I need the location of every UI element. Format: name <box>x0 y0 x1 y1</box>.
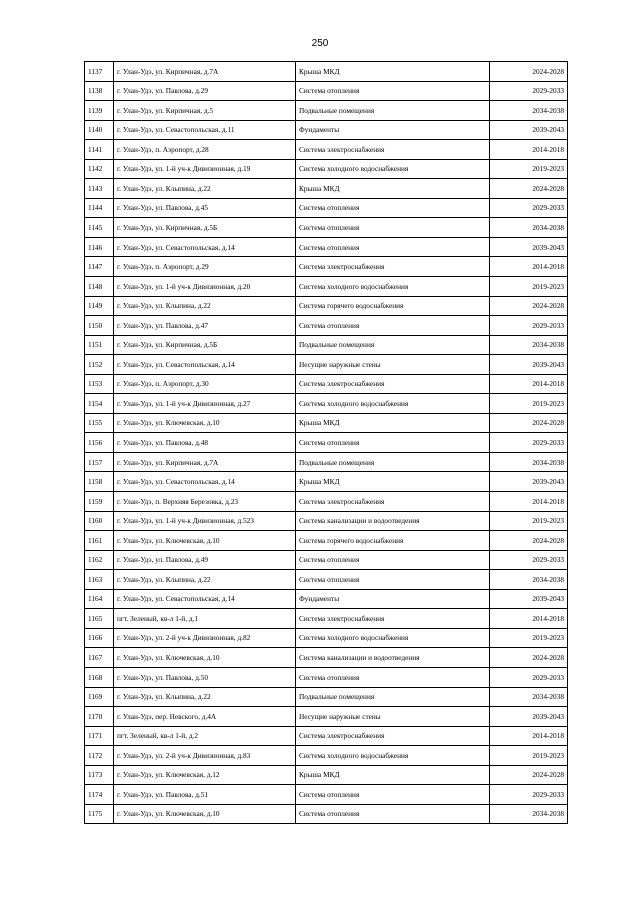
table-row <box>85 218 568 238</box>
row-number-cell: 1162 <box>85 550 114 570</box>
structural-element-cell: Подвальные помещения <box>296 452 490 472</box>
structural-element-cell: Подвальные помещения <box>296 101 490 121</box>
repair-period-cell: 2034-2038 <box>490 452 568 472</box>
address-cell: г. Улан-Удэ, ул. Павлова, д.29 <box>114 81 296 101</box>
repair-period-cell: 2039-2043 <box>490 472 568 492</box>
address-cell: г. Улан-Удэ, ул. Кирпичная, д.5Б <box>114 218 296 238</box>
table-row <box>85 531 568 551</box>
structural-element-cell: Система отопления <box>296 570 490 590</box>
address-cell: г. Улан-Удэ, ул. Павлова, д.51 <box>114 785 296 805</box>
address-cell: г. Улан-Удэ, ул. Павлова, д.45 <box>114 198 296 218</box>
address-cell: пгт. Зеленый, кв-л 1-й, д.2 <box>114 726 296 746</box>
address-cell: г. Улан-Удэ, п. Аэропорт, д.28 <box>114 140 296 160</box>
address-cell: г. Улан-Удэ, ул. Павлова, д.49 <box>114 550 296 570</box>
structural-element-cell: Крыша МКД <box>296 413 490 433</box>
row-number-cell: 1137 <box>85 62 114 82</box>
structural-element-cell: Система холодного водоснабжения <box>296 394 490 414</box>
repair-period-cell: 2029-2033 <box>490 81 568 101</box>
table-row <box>85 785 568 805</box>
structural-element-cell: Система горячего водоснабжения <box>296 296 490 316</box>
repair-period-cell: 2034-2038 <box>490 335 568 355</box>
structural-element-cell: Система холодного водоснабжения <box>296 277 490 297</box>
repair-period-cell: 2029-2033 <box>490 316 568 336</box>
address-cell: г. Улан-Удэ, ул. Клыпина, д.22 <box>114 296 296 316</box>
table-row <box>85 179 568 199</box>
table-row <box>85 648 568 668</box>
structural-element-cell: Система канализации и водоотведения <box>296 648 490 668</box>
address-cell: г. Улан-Удэ, ул. Кирпичная, д.5Б <box>114 335 296 355</box>
table-row <box>85 374 568 394</box>
address-cell: г. Улан-Удэ, ул. Павлова, д.50 <box>114 667 296 687</box>
table-row <box>85 120 568 140</box>
registry-table-body <box>85 62 568 824</box>
structural-element-cell: Система холодного водоснабжения <box>296 746 490 766</box>
table-row <box>85 707 568 727</box>
repair-period-cell: 2024-2028 <box>490 179 568 199</box>
row-number-cell: 1144 <box>85 198 114 218</box>
row-number-cell: 1163 <box>85 570 114 590</box>
repair-period-cell: 2019-2023 <box>490 628 568 648</box>
address-cell: г. Улан-Удэ, п. Аэропорт, д.30 <box>114 374 296 394</box>
repair-period-cell: 2014-2018 <box>490 374 568 394</box>
structural-element-cell: Система отопления <box>296 550 490 570</box>
row-number-cell: 1167 <box>85 648 114 668</box>
row-number-cell: 1170 <box>85 707 114 727</box>
row-number-cell: 1171 <box>85 726 114 746</box>
row-number-cell: 1141 <box>85 140 114 160</box>
repair-period-cell: 2034-2038 <box>490 687 568 707</box>
repair-period-cell: 2024-2028 <box>490 62 568 82</box>
repair-period-cell: 2024-2028 <box>490 765 568 785</box>
row-number-cell: 1160 <box>85 511 114 531</box>
address-cell: г. Улан-Удэ, ул. Кирпичная, д.7А <box>114 62 296 82</box>
structural-element-cell: Система отопления <box>296 785 490 805</box>
address-cell: г. Улан-Удэ, ул. Павлова, д.47 <box>114 316 296 336</box>
row-number-cell: 1158 <box>85 472 114 492</box>
table-row <box>85 570 568 590</box>
structural-element-cell: Система отопления <box>296 198 490 218</box>
address-cell: г. Улан-Удэ, п. Верхняя Березовка, д.23 <box>114 492 296 512</box>
table-row <box>85 726 568 746</box>
row-number-cell: 1151 <box>85 335 114 355</box>
row-number-cell: 1143 <box>85 179 114 199</box>
table-row <box>85 413 568 433</box>
repair-period-cell: 2029-2033 <box>490 198 568 218</box>
structural-element-cell: Система электроснабжения <box>296 257 490 277</box>
structural-element-cell: Крыша МКД <box>296 472 490 492</box>
row-number-cell: 1173 <box>85 765 114 785</box>
repair-period-cell: 2039-2043 <box>490 120 568 140</box>
table-row <box>85 687 568 707</box>
repair-period-cell: 2029-2033 <box>490 550 568 570</box>
address-cell: г. Улан-Удэ, ул. 2-й уч-к Дивизионная, д.82 <box>114 628 296 648</box>
row-number-cell: 1169 <box>85 687 114 707</box>
row-number-cell: 1159 <box>85 492 114 512</box>
row-number-cell: 1161 <box>85 531 114 551</box>
table-row <box>85 511 568 531</box>
table-row <box>85 62 568 82</box>
table-row <box>85 667 568 687</box>
structural-element-cell: Система холодного водоснабжения <box>296 628 490 648</box>
structural-element-cell: Несущие наружные стены <box>296 355 490 375</box>
table-row <box>85 277 568 297</box>
row-number-cell: 1140 <box>85 120 114 140</box>
repair-period-cell: 2039-2043 <box>490 237 568 257</box>
table-row <box>85 589 568 609</box>
structural-element-cell: Система отопления <box>296 804 490 824</box>
address-cell: г. Улан-Удэ, ул. 2-й уч-к Дивизионная, д.83 <box>114 746 296 766</box>
structural-element-cell: Крыша МКД <box>296 765 490 785</box>
row-number-cell: 1168 <box>85 667 114 687</box>
address-cell: г. Улан-Удэ, ул. 1-й уч-к Дивизионная, д.523 <box>114 511 296 531</box>
address-cell: г. Улан-Удэ, ул. Ключевская, д.10 <box>114 413 296 433</box>
repair-period-cell: 2019-2023 <box>490 511 568 531</box>
structural-element-cell: Несущие наружные стены <box>296 707 490 727</box>
row-number-cell: 1155 <box>85 413 114 433</box>
repair-period-cell: 2034-2038 <box>490 218 568 238</box>
table-row <box>85 433 568 453</box>
row-number-cell: 1148 <box>85 277 114 297</box>
table-row <box>85 452 568 472</box>
table-row <box>85 335 568 355</box>
row-number-cell: 1174 <box>85 785 114 805</box>
row-number-cell: 1164 <box>85 589 114 609</box>
table-row <box>85 550 568 570</box>
row-number-cell: 1146 <box>85 237 114 257</box>
table-row <box>85 492 568 512</box>
repair-period-cell: 2019-2023 <box>490 159 568 179</box>
structural-element-cell: Система отопления <box>296 433 490 453</box>
address-cell: г. Улан-Удэ, ул. Павлова, д.48 <box>114 433 296 453</box>
address-cell: г. Улан-Удэ, пер. Невского, д.4А <box>114 707 296 727</box>
table-row <box>85 101 568 121</box>
address-cell: г. Улан-Удэ, п. Аэропорт, д.29 <box>114 257 296 277</box>
repair-period-cell: 2039-2043 <box>490 355 568 375</box>
row-number-cell: 1147 <box>85 257 114 277</box>
address-cell: г. Улан-Удэ, ул. Клыпина, д.22 <box>114 179 296 199</box>
structural-element-cell: Система электроснабжения <box>296 492 490 512</box>
repair-period-cell: 2014-2018 <box>490 492 568 512</box>
table-row <box>85 198 568 218</box>
row-number-cell: 1139 <box>85 101 114 121</box>
table-row <box>85 355 568 375</box>
table-row <box>85 81 568 101</box>
table-row <box>85 394 568 414</box>
row-number-cell: 1152 <box>85 355 114 375</box>
address-cell: г. Улан-Удэ, ул. 1-й уч-к Дивизионная, д.27 <box>114 394 296 414</box>
table-row <box>85 296 568 316</box>
repair-period-cell: 2019-2023 <box>490 746 568 766</box>
structural-element-cell: Подвальные помещения <box>296 687 490 707</box>
table-row <box>85 237 568 257</box>
address-cell: г. Улан-Удэ, ул. Ключевская, д.10 <box>114 648 296 668</box>
repair-period-cell: 2039-2043 <box>490 707 568 727</box>
repair-period-cell: 2039-2043 <box>490 589 568 609</box>
structural-element-cell: Подвальные помещения <box>296 335 490 355</box>
structural-element-cell: Фундаменты <box>296 589 490 609</box>
row-number-cell: 1153 <box>85 374 114 394</box>
table-row <box>85 628 568 648</box>
table-row <box>85 140 568 160</box>
address-cell: г. Улан-Удэ, ул. Кирпичная, д.5 <box>114 101 296 121</box>
repair-period-cell: 2019-2023 <box>490 277 568 297</box>
address-cell: г. Улан-Удэ, ул. Клыпина, д.22 <box>114 687 296 707</box>
table-row <box>85 257 568 277</box>
row-number-cell: 1154 <box>85 394 114 414</box>
page-number: 250 <box>311 38 329 49</box>
address-cell: г. Улан-Удэ, ул. 1-й уч-к Дивизионная, д.20 <box>114 277 296 297</box>
table-row <box>85 472 568 492</box>
address-cell: г. Улан-Удэ, ул. Клыпина, д.22 <box>114 570 296 590</box>
structural-element-cell: Система отопления <box>296 667 490 687</box>
repair-period-cell: 2034-2038 <box>490 804 568 824</box>
repair-period-cell: 2024-2028 <box>490 413 568 433</box>
structural-element-cell: Система электроснабжения <box>296 374 490 394</box>
structural-element-cell: Система отопления <box>296 218 490 238</box>
table-row <box>85 316 568 336</box>
repair-period-cell: 2014-2018 <box>490 726 568 746</box>
address-cell: г. Улан-Удэ, ул. Севастопольская, д.14 <box>114 472 296 492</box>
structural-element-cell: Система отопления <box>296 81 490 101</box>
structural-element-cell: Система электроснабжения <box>296 140 490 160</box>
table-row <box>85 746 568 766</box>
repair-period-cell: 2024-2028 <box>490 531 568 551</box>
repair-period-cell: 2014-2018 <box>490 257 568 277</box>
structural-element-cell: Крыша МКД <box>296 179 490 199</box>
structural-element-cell: Система канализации и водоотведения <box>296 511 490 531</box>
repair-period-cell: 2034-2038 <box>490 570 568 590</box>
structural-element-cell: Система горячего водоснабжения <box>296 531 490 551</box>
address-cell: г. Улан-Удэ, ул. Ключевская, д.10 <box>114 804 296 824</box>
structural-element-cell: Система отопления <box>296 237 490 257</box>
row-number-cell: 1138 <box>85 81 114 101</box>
table-row <box>85 765 568 785</box>
row-number-cell: 1145 <box>85 218 114 238</box>
address-cell: г. Улан-Удэ, ул. Кирпичная, д.7А <box>114 452 296 472</box>
table-row <box>85 159 568 179</box>
repair-period-cell: 2014-2018 <box>490 140 568 160</box>
repair-period-cell: 2014-2018 <box>490 609 568 629</box>
row-number-cell: 1166 <box>85 628 114 648</box>
structural-element-cell: Система электроснабжения <box>296 609 490 629</box>
repair-period-cell: 2024-2028 <box>490 648 568 668</box>
structural-element-cell: Система холодного водоснабжения <box>296 159 490 179</box>
table-row <box>85 609 568 629</box>
row-number-cell: 1175 <box>85 804 114 824</box>
row-number-cell: 1149 <box>85 296 114 316</box>
row-number-cell: 1150 <box>85 316 114 336</box>
address-cell: г. Улан-Удэ, ул. Ключевская, д.12 <box>114 765 296 785</box>
repair-period-cell: 2029-2033 <box>490 785 568 805</box>
address-cell: г. Улан-Удэ, ул. Севастопольская, д.14 <box>114 355 296 375</box>
repair-period-cell: 2019-2023 <box>490 394 568 414</box>
repair-period-cell: 2024-2028 <box>490 296 568 316</box>
row-number-cell: 1165 <box>85 609 114 629</box>
table-row <box>85 804 568 824</box>
repair-period-cell: 2029-2033 <box>490 433 568 453</box>
structural-element-cell: Система электроснабжения <box>296 726 490 746</box>
address-cell: г. Улан-Удэ, ул. Ключевская, д.10 <box>114 531 296 551</box>
row-number-cell: 1172 <box>85 746 114 766</box>
structural-element-cell: Фундаменты <box>296 120 490 140</box>
structural-element-cell: Крыша МКД <box>296 62 490 82</box>
address-cell: пгт. Зеленый, кв-л 1-й, д.1 <box>114 609 296 629</box>
address-cell: г. Улан-Удэ, ул. Севастопольская, д.14 <box>114 237 296 257</box>
repair-period-cell: 2034-2038 <box>490 101 568 121</box>
row-number-cell: 1142 <box>85 159 114 179</box>
repair-period-cell: 2029-2033 <box>490 667 568 687</box>
row-number-cell: 1156 <box>85 433 114 453</box>
structural-element-cell: Система отопления <box>296 316 490 336</box>
registry-table <box>84 61 568 824</box>
address-cell: г. Улан-Удэ, ул. Севастопольская, д.11 <box>114 120 296 140</box>
row-number-cell: 1157 <box>85 452 114 472</box>
address-cell: г. Улан-Удэ, ул. 1-й уч-к Дивизионная, д.19 <box>114 159 296 179</box>
address-cell: г. Улан-Удэ, ул. Севастопольская, д.14 <box>114 589 296 609</box>
